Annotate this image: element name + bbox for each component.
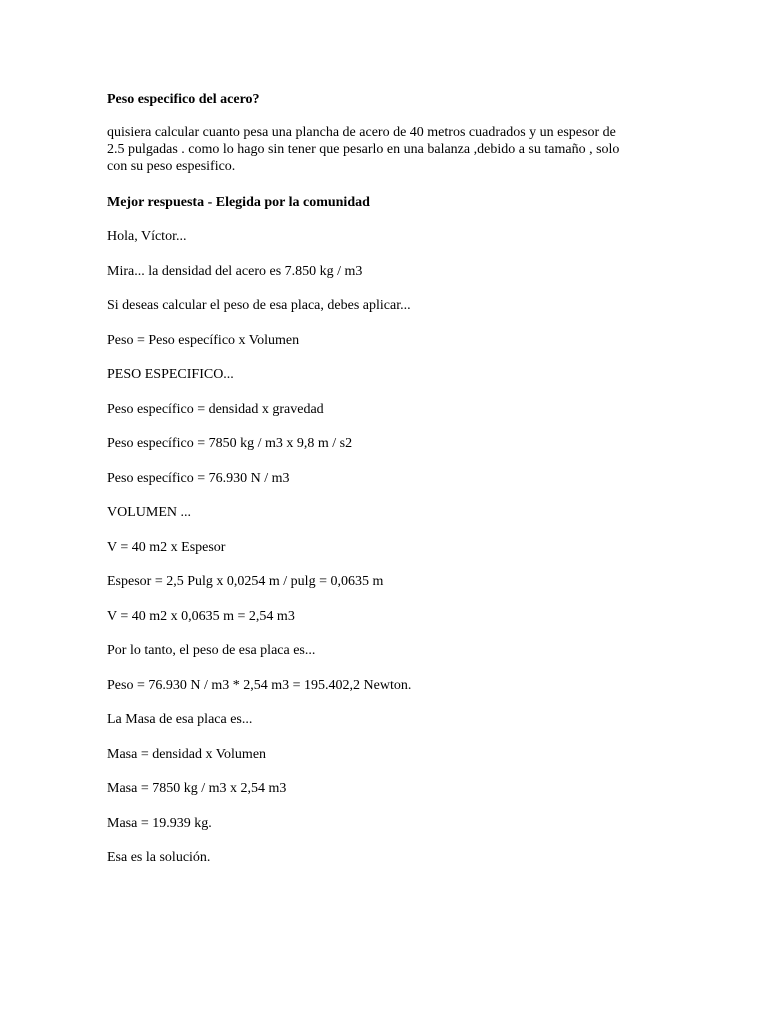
answer-paragraph: PESO ESPECIFICO... [107, 367, 234, 382]
answer-paragraph: V = 40 m2 x Espesor [107, 539, 226, 555]
answer-paragraph: Masa = 7850 kg / m3 x 2,54 m3 [107, 781, 287, 796]
answer-paragraph: Mira... la densidad del acero es 7.850 kg / m3 [107, 263, 363, 279]
answer-paragraph: Peso específico = 7850 kg / m3 x 9,8 m / s2 [107, 436, 353, 451]
answer-body [107, 228, 707, 884]
answer-paragraph: Espesor = 2,5 Pulg x 0,0254 m / pulg = 0,0635 m [107, 574, 384, 589]
answer-paragraph: La Masa de esa placa es... [107, 712, 253, 727]
answer-paragraph: Hola, Víctor... [107, 229, 187, 244]
question-line: 2.5 pulgadas . como lo hago sin tener que pesarlo en una balanza ,debido a su tamaño , solo [107, 142, 620, 157]
answer-paragraph: Masa = densidad x Volumen [107, 746, 267, 762]
answer-paragraph: V = 40 m2 x 0,0635 m = 2,54 m3 [107, 608, 295, 624]
answer-paragraph: Peso específico = 76.930 N / m3 [107, 470, 290, 486]
answer-paragraph: Peso = Peso específico x Volumen [107, 332, 300, 348]
answer-paragraph: Si deseas calcular el peso de esa placa, debes aplicar... [107, 298, 411, 313]
best-answer-heading: Mejor respuesta - Elegida por la comunidad [107, 195, 370, 210]
answer-paragraph: Por lo tanto, el peso de esa placa es... [107, 643, 316, 658]
answer-paragraph: Peso específico = densidad x gravedad [107, 401, 324, 417]
question-line: con su peso espesifico. [107, 159, 236, 174]
answer-paragraph: Esa es la solución. [107, 850, 211, 865]
answer-paragraph: Masa = 19.939 kg. [107, 815, 212, 831]
question-line: quisiera calcular cuanto pesa una plancha de acero de 40 metros cuadrados y un espesor de [107, 125, 616, 140]
answer-paragraph: Peso = 76.930 N / m3 * 2,54 m3 = 195.402,2 Newton. [107, 677, 412, 693]
question-title: Peso especifico del acero? [107, 92, 260, 107]
question-body [107, 124, 707, 175]
answer-paragraph: VOLUMEN ... [107, 505, 191, 520]
